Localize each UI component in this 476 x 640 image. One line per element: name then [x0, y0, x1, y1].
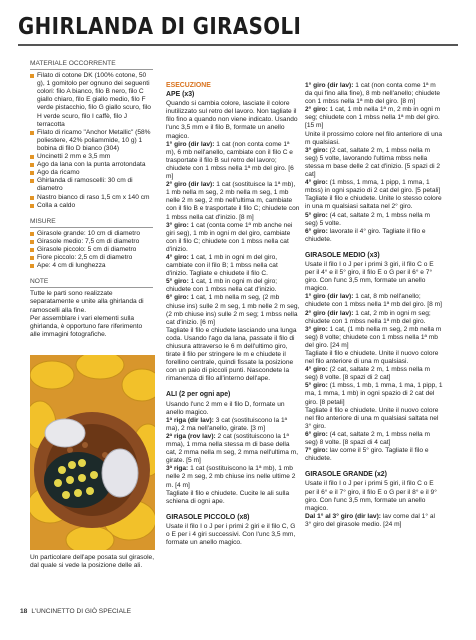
photo-caption: Un particolare dell'ape posata sul girasole, dal quale si vede la posizione delle ali.	[30, 554, 155, 570]
instruction-text: Tagliate il filo e chiudete. Cucite le ali sulla schiena di ogni ape.	[166, 489, 290, 505]
instruction-text: 6° giro: (4 cat, saltate 2 m, 1 mbss nella m seg) 8 volte. [8 spazi di 4 cat]	[305, 430, 431, 447]
instruction-text: 3° giro: 1 cat, (1 mb nella m seg, 2 mb nella m seg) 8 volte; chiudete con 1 mbss nella 1ª mb del giro. [24 m]	[305, 325, 442, 349]
materials-item: Filato di cotone DK (100% cotone, 50 g), 1 gomitolo per ognuno dei seguenti colori: filo A bianco, filo B nero, filo C giallo chiaro, filo E giallo medio, filo F verde pistacchio, filo G giallo scuro, filo H verde scuro, filo I caffè, filo J terracotta	[30, 72, 153, 129]
sizes-item: Girasole grande: 10 cm di diametro	[30, 230, 153, 238]
note-heading: NOTE	[30, 278, 153, 288]
instruction-text: 2ª riga (rov lav): 2 cat (sostituiscono la 1ª mma), 1 mma nella stessa m di base della cat, 2 mma nella m seg, 2 mma nell'ultima m, girate. [5 m]	[166, 432, 299, 465]
note-text: Per assemblare i vari elementi sulla ghirlanda, è opportuno fare riferimento alle immagini fotografiche.	[30, 314, 143, 338]
instruction-text: Quando si cambia colore, lasciate il colore inutilizzato sul retro del lavoro. Non tagliate il filo fino a quando non viene indicato. Usando l'unc 3,5 mm e il filo B, formate un anello magico.	[166, 100, 298, 140]
title-rule	[18, 44, 458, 46]
instructions-column-2	[305, 82, 443, 529]
instruction-text: Dal 1° al 3° giro (dir lav): lav come dal 1° al 3° giro del girasole medio. [24 m]	[305, 512, 435, 528]
wings-heading: ALI (2 per ogni ape)	[166, 391, 231, 399]
sizes-heading: MISURE	[30, 218, 153, 228]
instruction-text: 7° giro: lav come il 5° giro. Tagliate il filo e chiudete.	[305, 447, 429, 463]
sizes-item: Girasole medio: 7,5 cm di diametro	[30, 238, 153, 246]
instruction-text: 1° giro (dir lav): 1 cat, 8 mb nell'anello; chiudete con 1 mbss nella 1ª mb del giro. [8 m]	[305, 293, 442, 309]
large-sunflower-heading: GIRASOLE GRANDE (x2)	[305, 471, 387, 479]
instruction-text: 5° giro: 1 cat, 1 mb in ogni m del giro; chiudete con 1 mbss nella cat d'inizio.	[166, 278, 278, 294]
sizes-item: Ape: 4 cm di lunghezza	[30, 262, 153, 270]
materials-column	[30, 60, 153, 339]
instruction-text: Usando l'unc 2 mm e il filo D, formate un anello magico.	[166, 400, 285, 416]
bee-heading: APE (x3)	[166, 91, 195, 99]
instruction-text: 1° giro (dir lav): 1 cat (non conta come 1ª m da qui fino alla fine), 8 mb nell'anello; chiudete con 1 mbss nella 1ª mb del giro. [8 m]	[305, 82, 441, 106]
instruction-text: Tagliate il filo e chiudete. Unite il nuovo colore nel filo anteriore di una m qualsiasi.	[305, 350, 439, 366]
instruction-text: 2° giro: 1 cat, 1 mb nella 1ª m, 2 mb in ogni m seg; chiudete con 1 mbss nella 1ª mb del giro. [15 m]	[305, 106, 441, 130]
note-text: Tutte le parti sono realizzate separatamente e unite alla ghirlanda di ramoscelli alla fine.	[30, 290, 144, 314]
materials-heading: MATERIALE OCCORRENTE	[30, 60, 153, 70]
instruction-text: 3ª riga: 1 cat (sostituiscono la 1ª mb), 1 mb nelle 2 m seg, 2 mb chiuse ins nelle ultime 2 m. [4 m]	[166, 465, 296, 489]
instruction-text: 6° giro: lavorate il 4° giro. Tagliate il filo e chiudete.	[305, 227, 426, 243]
page-footer	[20, 608, 131, 615]
instruction-text: 4° giro: 1 cat, 1 mb in ogni m del giro, cambiate con il filo B; 1 mbss nella cat d'inizio. Tagliate e chiudete il filo C.	[166, 253, 278, 278]
instruction-text: 2° giro (dir lav): 1 cat, 2 mb in ogni m seg; chiudete con 1 mbss nella 1ª mb del giro.	[305, 309, 431, 325]
instruction-text: 4° giro: (2 cat, saltate 2 m, 1 mbss nella m seg) 8 volte. [8 spazi di 2 cat]	[305, 366, 431, 382]
page-title: GHIRLANDA DI GIRASOLI	[18, 14, 302, 40]
instruction-text: Tagliate il filo e chiudete lasciando una lunga coda. Usando l'ago da lana, passate il filo di chiusura attraverso le 6 m dell'ultimo giro, tirate il filo per stringere le m e chiudete il forellino centrale, quindi fissate la posizione con un paio di piccoli punti. Nascondete la rimanenza di filo all'interno dell'ape.	[166, 326, 297, 383]
instruction-text: Usate il filo I o J per i primi 2 giri e il filo C, G o E per i 4 giri successivi. Con l'unc 3,5 mm, formate un anello magico.	[166, 522, 296, 547]
page-number: 18	[20, 608, 28, 615]
sizes-item: Fiore piccolo: 2,5 cm di diametro	[30, 254, 153, 262]
instruction-text: 1° giro (dir lav): 1 cat (non conta come 1ª m), 6 mb nell'anello, cambiate con il filo C e trasportate il filo B sul retro del lavoro; chiudete con 1 mbss nella 1ª mb del giro. [6 m]	[166, 140, 294, 181]
materials-item: Filato di ricamo "Anchor Metallic" (58% poliestere, 42% poliammide, 10 g) 1 bobina di filo D bianco (304)	[30, 129, 153, 153]
section-heading: ESECUZIONE	[166, 82, 211, 89]
sizes-item: Girasole piccolo: 5 cm di diametro	[30, 246, 153, 254]
instruction-text: Tagliate il filo e chiudete. Unite il nuovo colore nel filo anteriore di una m qualsiasi saltata nel 3° giro.	[305, 406, 439, 430]
instruction-text: 2° giro (dir lav): 1 cat (sostituisce la 1ª mb), 1 mb nella m seg, 2 mb nella m seg, 1 mb nelle 2 m seg, 2 mb nell'ultima m, cambiate con il filo B e trasportate il filo C; chiudete con 1 mbss nella cat d'inizio. [8 m]	[166, 181, 300, 221]
small-sunflower-heading: GIRASOLE PICCOLO (x8)	[166, 513, 250, 521]
instruction-text: Usate il filo I o J per i primi 3 giri, il filo C o E per il 4° e il 5° giro, il filo E o G per il 6° e 7° giro. Con l'unc 3,5 mm, formate un anello magico.	[305, 260, 434, 293]
instruction-text: Tagliate il filo e chiudete. Unite lo stesso colore in una m qualsiasi saltata nel 2° giro.	[305, 195, 442, 211]
materials-item: Colla a caldo	[30, 202, 153, 210]
materials-item: Ago da ricamo	[30, 169, 153, 177]
materials-item: Ghirlanda di ramoscelli: 30 cm di diametro	[30, 177, 153, 193]
instructions-column-1	[166, 82, 300, 547]
medium-sunflower-heading: GIRASOLE MEDIO (x3)	[305, 251, 380, 259]
instruction-text: Unite il prossimo colore nel filo anteriore di una m qualsiasi.	[305, 130, 443, 146]
materials-item: Ago da lana con la punta arrotondata	[30, 161, 153, 169]
instruction-text: 5° giro: (4 cat, saltate 2 m, 1 mbss nella m seg) 5 volte.	[305, 211, 431, 227]
materials-item: Nastro bianco di raso 1,5 cm x 140 cm	[30, 194, 153, 202]
instruction-text: 3° giro: 1 cat (conta come 1ª mb anche nei giri seg), 1 mb in ogni m del giro, cambiate con il filo C; chiudete con 1 mbss nella cat d'inizio.	[166, 221, 293, 253]
instruction-text: 6° giro: 1 cat, 1 mb nella m seg, (2 mb chiuse ins) sulle 2 m seg, 1 mb nelle 2 m seg, (2 mb chiuse ins) sulle 2 m seg; 1 mbss nella cat d'inizio. [6 m]	[166, 294, 300, 326]
instruction-text: Usate il filo I o J per i primi 5 giri, il filo C o E per il 6° e il 7° giro, il filo E o G per il 8° e il 9° giro. Con l'unc 3,5 mm, formate un anello magico.	[305, 480, 437, 512]
bee-sunflower-photo	[30, 355, 155, 550]
instruction-text: 1ª riga (dir lav): 3 cat (sostituiscono la 1ª ma), 2 ma nell'anello, girate. [3 m]	[166, 416, 288, 432]
materials-item: Uncinetti 2 mm e 3,5 mm	[30, 153, 153, 161]
instruction-text: 3° giro: (2 cat, saltate 2 m, 1 mbss nella m seg) 5 volte, lavorando l'ultima mbss nella stessa m base delle 2 cat d'inizio. [5 spazi di 2 cat]	[305, 146, 441, 179]
instruction-text: 4° giro: (1 mbss, 1 mma, 1 pipp, 1 mma, 1 mbss) in ogni spazio di 2 cat del giro. [5 petali]	[305, 179, 441, 195]
bee-illustration	[30, 355, 155, 550]
magazine-name: L'UNCINETTO DI GIÒ SPECIALE	[31, 608, 132, 615]
instruction-text: 5° giro: (1 mbss, 1 mb, 1 mma, 1 ma, 1 pipp, 1 ma, 1 mma, 1 mb) in ogni spazio di 2 cat del giro. [8 petali]	[305, 382, 443, 406]
